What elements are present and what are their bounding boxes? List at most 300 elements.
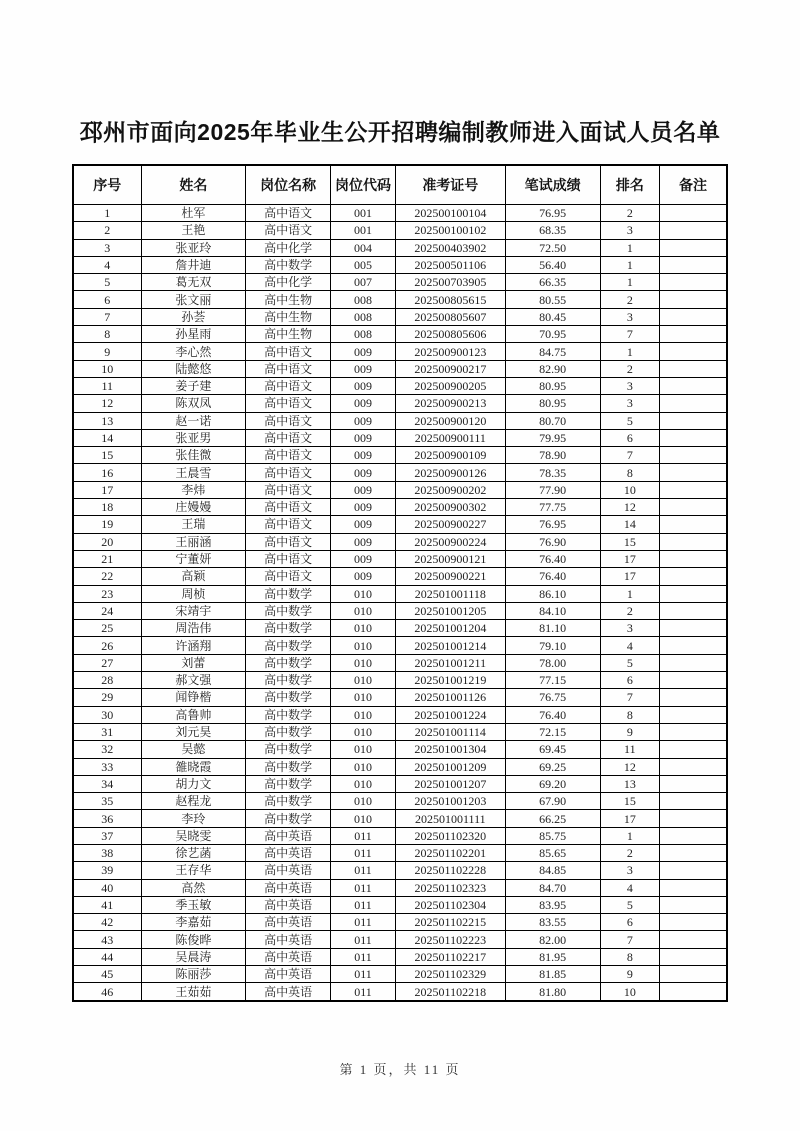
table-cell [660, 481, 727, 498]
table-cell: 76.40 [505, 550, 600, 567]
table-cell: 005 [331, 256, 396, 273]
table-cell: 张亚男 [141, 429, 246, 446]
table-cell: 83.55 [505, 914, 600, 931]
table-cell: 72.50 [505, 239, 600, 256]
table-cell: 13 [600, 775, 660, 792]
table-cell: 67.90 [505, 793, 600, 810]
table-cell: 77.15 [505, 672, 600, 689]
table-row [73, 343, 727, 360]
table-cell: 陈双凤 [141, 395, 246, 412]
table-cell: 78.00 [505, 654, 600, 671]
table-cell: 王丽涵 [141, 533, 246, 550]
table-cell [660, 931, 727, 948]
table-cell: 70.95 [505, 326, 600, 343]
table-cell: 84.75 [505, 343, 600, 360]
table-cell: 202501001204 [395, 620, 505, 637]
table-row [73, 844, 727, 861]
table-row [73, 516, 727, 533]
table-cell: 3 [600, 620, 660, 637]
table-cell: 009 [331, 412, 396, 429]
table-cell: 84.10 [505, 602, 600, 619]
table-header-row [73, 165, 727, 205]
table-cell: 高中语文 [246, 429, 331, 446]
table-cell: 高中数学 [246, 810, 331, 827]
table-cell: 68.35 [505, 222, 600, 239]
table-cell: 010 [331, 585, 396, 602]
table-cell: 010 [331, 602, 396, 619]
table-cell: 011 [331, 827, 396, 844]
table-cell: 30 [73, 706, 141, 723]
table-row [73, 447, 727, 464]
table-cell [660, 326, 727, 343]
table-cell [660, 793, 727, 810]
table-cell: 17 [600, 810, 660, 827]
table-cell: 010 [331, 637, 396, 654]
table-cell: 1 [600, 343, 660, 360]
table-cell: 202501102323 [395, 879, 505, 896]
table-row [73, 966, 727, 983]
table-cell: 010 [331, 793, 396, 810]
table-row [73, 308, 727, 325]
table-cell: 81.85 [505, 966, 600, 983]
table-cell: 9 [73, 343, 141, 360]
table-cell: 高中语文 [246, 360, 331, 377]
table-cell: 78.35 [505, 464, 600, 481]
table-cell: 4 [600, 637, 660, 654]
table-cell: 胡力文 [141, 775, 246, 792]
table-cell: 周桢 [141, 585, 246, 602]
table-cell: 2 [600, 844, 660, 861]
table-cell: 宁董妍 [141, 550, 246, 567]
table-cell: 2 [73, 222, 141, 239]
table-cell: 69.45 [505, 741, 600, 758]
table-cell: 84.85 [505, 862, 600, 879]
table-cell [660, 464, 727, 481]
table-cell [660, 377, 727, 394]
table-cell [660, 810, 727, 827]
table-cell: 赵一诺 [141, 412, 246, 429]
table-cell [660, 447, 727, 464]
table-cell: 008 [331, 291, 396, 308]
table-cell [660, 741, 727, 758]
table-cell: 202500900111 [395, 429, 505, 446]
table-cell: 10 [73, 360, 141, 377]
table-cell: 69.20 [505, 775, 600, 792]
table-cell: 高中数学 [246, 723, 331, 740]
table-cell: 17 [600, 568, 660, 585]
table-cell: 吴晓雯 [141, 827, 246, 844]
table-cell: 10 [600, 481, 660, 498]
table-cell: 19 [73, 516, 141, 533]
table-cell: 010 [331, 723, 396, 740]
table-cell: 7 [600, 447, 660, 464]
table-cell [660, 689, 727, 706]
table-cell: 009 [331, 464, 396, 481]
table-cell: 高颖 [141, 568, 246, 585]
table-row [73, 326, 727, 343]
table-cell: 17 [600, 550, 660, 567]
table-cell: 18 [73, 499, 141, 516]
table-row [73, 256, 727, 273]
table-cell: 202501102201 [395, 844, 505, 861]
table-cell: 高中数学 [246, 620, 331, 637]
table-cell: 王晨雪 [141, 464, 246, 481]
table-row [73, 499, 727, 516]
table-cell: 闻铮楷 [141, 689, 246, 706]
table-cell: 202500403902 [395, 239, 505, 256]
table-cell [660, 983, 727, 1001]
table-cell: 009 [331, 447, 396, 464]
table-cell: 011 [331, 896, 396, 913]
table-cell: 7 [600, 689, 660, 706]
table-cell [660, 256, 727, 273]
table-row [73, 395, 727, 412]
table-cell: 高中英语 [246, 948, 331, 965]
table-cell: 高中英语 [246, 844, 331, 861]
table-cell: 36 [73, 810, 141, 827]
table-cell: 202501001211 [395, 654, 505, 671]
column-header: 姓名 [141, 165, 246, 205]
table-cell: 高中化学 [246, 239, 331, 256]
table-cell: 3 [73, 239, 141, 256]
table-cell: 高中语文 [246, 447, 331, 464]
table-cell: 4 [73, 256, 141, 273]
table-cell: 202500900224 [395, 533, 505, 550]
table-cell: 高中语文 [246, 205, 331, 222]
table-cell: 3 [600, 862, 660, 879]
table-row [73, 879, 727, 896]
table-cell: 202500900126 [395, 464, 505, 481]
table-cell: 011 [331, 879, 396, 896]
table-row [73, 758, 727, 775]
table-cell: 张文丽 [141, 291, 246, 308]
table-row [73, 412, 727, 429]
table-cell: 009 [331, 377, 396, 394]
table-cell: 3 [600, 308, 660, 325]
table-cell: 202501001203 [395, 793, 505, 810]
table-cell: 011 [331, 862, 396, 879]
table-cell: 27 [73, 654, 141, 671]
table-cell: 17 [73, 481, 141, 498]
table-cell: 9 [600, 723, 660, 740]
table-cell: 77.75 [505, 499, 600, 516]
table-cell: 5 [600, 896, 660, 913]
table-cell: 32 [73, 741, 141, 758]
table-cell [660, 966, 727, 983]
table-row [73, 360, 727, 377]
table-cell: 11 [73, 377, 141, 394]
table-cell: 刘元昊 [141, 723, 246, 740]
table-cell: 2 [600, 205, 660, 222]
table-cell: 81.95 [505, 948, 600, 965]
table-cell [660, 429, 727, 446]
table-cell: 高中数学 [246, 689, 331, 706]
table-row [73, 620, 727, 637]
table-cell: 202501102223 [395, 931, 505, 948]
table-cell: 6 [600, 429, 660, 446]
table-cell [660, 672, 727, 689]
table-cell: 高中数学 [246, 741, 331, 758]
table-cell [660, 896, 727, 913]
table-cell: 202500900302 [395, 499, 505, 516]
table-cell: 80.95 [505, 395, 600, 412]
table-cell: 3 [600, 222, 660, 239]
table-cell: 79.95 [505, 429, 600, 446]
table-cell: 1 [600, 827, 660, 844]
table-cell: 76.75 [505, 689, 600, 706]
table-cell: 010 [331, 706, 396, 723]
table-cell: 29 [73, 689, 141, 706]
table-cell: 宋靖宇 [141, 602, 246, 619]
table-cell: 14 [73, 429, 141, 446]
table-cell: 高中数学 [246, 758, 331, 775]
table-cell: 202501001304 [395, 741, 505, 758]
table-row [73, 775, 727, 792]
table-cell: 76.95 [505, 516, 600, 533]
table-row [73, 481, 727, 498]
table-cell [660, 360, 727, 377]
table-cell: 80.95 [505, 377, 600, 394]
table-cell: 202500703905 [395, 274, 505, 291]
table-cell: 79.10 [505, 637, 600, 654]
table-cell: 010 [331, 654, 396, 671]
column-header: 准考证号 [395, 165, 505, 205]
table-cell: 8 [600, 464, 660, 481]
table-cell [660, 308, 727, 325]
table-cell [660, 706, 727, 723]
table-cell: 王存华 [141, 862, 246, 879]
table-cell: 高中语文 [246, 516, 331, 533]
table-cell: 24 [73, 602, 141, 619]
table-row [73, 239, 727, 256]
table-cell: 26 [73, 637, 141, 654]
table-cell: 16 [73, 464, 141, 481]
table-cell: 7 [600, 326, 660, 343]
table-cell: 202500900217 [395, 360, 505, 377]
table-cell: 202500805606 [395, 326, 505, 343]
table-cell: 202500900221 [395, 568, 505, 585]
table-cell: 202500900227 [395, 516, 505, 533]
table-cell: 张佳微 [141, 447, 246, 464]
table-cell: 010 [331, 741, 396, 758]
table-cell: 202500805615 [395, 291, 505, 308]
table-cell: 高中英语 [246, 827, 331, 844]
table-cell: 李炜 [141, 481, 246, 498]
table-cell: 高中语文 [246, 464, 331, 481]
table-cell: 12 [600, 758, 660, 775]
table-cell: 85.65 [505, 844, 600, 861]
table-cell: 009 [331, 568, 396, 585]
table-cell: 77.90 [505, 481, 600, 498]
table-cell: 2 [600, 602, 660, 619]
table-row [73, 429, 727, 446]
table-cell: 15 [73, 447, 141, 464]
table-cell [660, 758, 727, 775]
table-cell: 202501001219 [395, 672, 505, 689]
table-cell: 13 [73, 412, 141, 429]
table-cell: 31 [73, 723, 141, 740]
table-cell: 81.80 [505, 983, 600, 1001]
table-row [73, 793, 727, 810]
table-cell: 83.95 [505, 896, 600, 913]
table-cell: 徐艺菡 [141, 844, 246, 861]
table-cell: 2 [600, 291, 660, 308]
table-cell: 5 [600, 654, 660, 671]
table-cell: 202500900120 [395, 412, 505, 429]
table-cell: 010 [331, 620, 396, 637]
table-cell: 姜子建 [141, 377, 246, 394]
table-cell: 高中英语 [246, 966, 331, 983]
table-cell: 2 [600, 360, 660, 377]
table-cell: 22 [73, 568, 141, 585]
table-cell: 202501102320 [395, 827, 505, 844]
table-cell: 202500100102 [395, 222, 505, 239]
table-cell: 高中英语 [246, 931, 331, 948]
table-cell: 高中数学 [246, 706, 331, 723]
column-header: 排名 [600, 165, 660, 205]
table-cell: 011 [331, 966, 396, 983]
table-row [73, 602, 727, 619]
table-cell: 陈俊晔 [141, 931, 246, 948]
table-cell: 高中语文 [246, 222, 331, 239]
table-cell: 王瑞 [141, 516, 246, 533]
table-cell: 202500900213 [395, 395, 505, 412]
table-cell [660, 533, 727, 550]
table-cell [660, 827, 727, 844]
table-row [73, 931, 727, 948]
table-cell: 6 [73, 291, 141, 308]
column-header: 岗位名称 [246, 165, 331, 205]
table-cell: 202500900121 [395, 550, 505, 567]
table-cell: 28 [73, 672, 141, 689]
table-cell: 23 [73, 585, 141, 602]
table-cell: 202501001205 [395, 602, 505, 619]
table-cell: 赵程龙 [141, 793, 246, 810]
table-cell: 011 [331, 948, 396, 965]
table-cell: 陆懿悠 [141, 360, 246, 377]
table-cell [660, 879, 727, 896]
table-cell: 20 [73, 533, 141, 550]
table-cell [660, 948, 727, 965]
table-cell: 高中英语 [246, 983, 331, 1001]
table-cell [660, 914, 727, 931]
table-cell [660, 516, 727, 533]
table-row [73, 914, 727, 931]
table-cell: 001 [331, 222, 396, 239]
table-cell: 李心然 [141, 343, 246, 360]
table-cell: 009 [331, 516, 396, 533]
table-cell: 1 [600, 585, 660, 602]
table-cell: 李玲 [141, 810, 246, 827]
table-cell: 44 [73, 948, 141, 965]
table-cell: 高中生物 [246, 308, 331, 325]
table-cell: 高中化学 [246, 274, 331, 291]
table-cell: 王茹茹 [141, 983, 246, 1001]
table-cell: 21 [73, 550, 141, 567]
table-cell: 高中数学 [246, 256, 331, 273]
table-cell: 76.40 [505, 568, 600, 585]
table-cell: 高中英语 [246, 914, 331, 931]
table-cell: 202500805607 [395, 308, 505, 325]
table-row [73, 672, 727, 689]
table-cell [660, 723, 727, 740]
table-cell: 009 [331, 429, 396, 446]
table-row [73, 533, 727, 550]
table-cell: 82.90 [505, 360, 600, 377]
table-row [73, 637, 727, 654]
table-cell: 001 [331, 205, 396, 222]
table-cell: 张亚玲 [141, 239, 246, 256]
table-row [73, 205, 727, 222]
table-cell [660, 550, 727, 567]
table-cell: 高中语文 [246, 412, 331, 429]
table-row [73, 827, 727, 844]
table-cell: 10 [600, 983, 660, 1001]
table-cell: 高中语文 [246, 568, 331, 585]
table-cell: 高中语文 [246, 343, 331, 360]
table-cell: 高中语文 [246, 499, 331, 516]
table-cell: 202501001126 [395, 689, 505, 706]
table-cell: 202501102329 [395, 966, 505, 983]
table-cell: 202500900205 [395, 377, 505, 394]
table-cell: 80.70 [505, 412, 600, 429]
table-cell: 202500900202 [395, 481, 505, 498]
table-cell: 高中语文 [246, 550, 331, 567]
table-cell: 66.25 [505, 810, 600, 827]
table-cell: 011 [331, 983, 396, 1001]
table-cell: 66.35 [505, 274, 600, 291]
table-row [73, 222, 727, 239]
table-cell: 8 [600, 948, 660, 965]
table-cell: 吴懿 [141, 741, 246, 758]
table-body [73, 205, 727, 1001]
table-cell: 38 [73, 844, 141, 861]
table-cell: 39 [73, 862, 141, 879]
table-cell: 许涵翔 [141, 637, 246, 654]
table-cell: 41 [73, 896, 141, 913]
table-cell: 202500100104 [395, 205, 505, 222]
table-cell: 202501102217 [395, 948, 505, 965]
table-cell: 69.25 [505, 758, 600, 775]
table-cell: 80.45 [505, 308, 600, 325]
table-cell: 76.95 [505, 205, 600, 222]
table-cell: 009 [331, 481, 396, 498]
table-cell: 3 [600, 395, 660, 412]
table-cell: 009 [331, 533, 396, 550]
table-row [73, 862, 727, 879]
table-cell: 高中语文 [246, 395, 331, 412]
column-header: 备注 [660, 165, 727, 205]
table-cell: 王艳 [141, 222, 246, 239]
table-row [73, 896, 727, 913]
table-cell: 202501001118 [395, 585, 505, 602]
table-cell: 6 [600, 914, 660, 931]
column-header: 岗位代码 [331, 165, 396, 205]
table-row [73, 741, 727, 758]
table-cell [660, 775, 727, 792]
table-cell: 009 [331, 360, 396, 377]
table-cell [660, 585, 727, 602]
table-cell: 杜军 [141, 205, 246, 222]
table-cell: 40 [73, 879, 141, 896]
table-row [73, 654, 727, 671]
table-cell: 25 [73, 620, 141, 637]
table-cell: 202500900109 [395, 447, 505, 464]
page-title: 邳州市面向2025年毕业生公开招聘编制教师进入面试人员名单 [79, 119, 721, 145]
table-cell: 010 [331, 758, 396, 775]
table-cell: 雒晓霞 [141, 758, 246, 775]
table-cell: 5 [73, 274, 141, 291]
